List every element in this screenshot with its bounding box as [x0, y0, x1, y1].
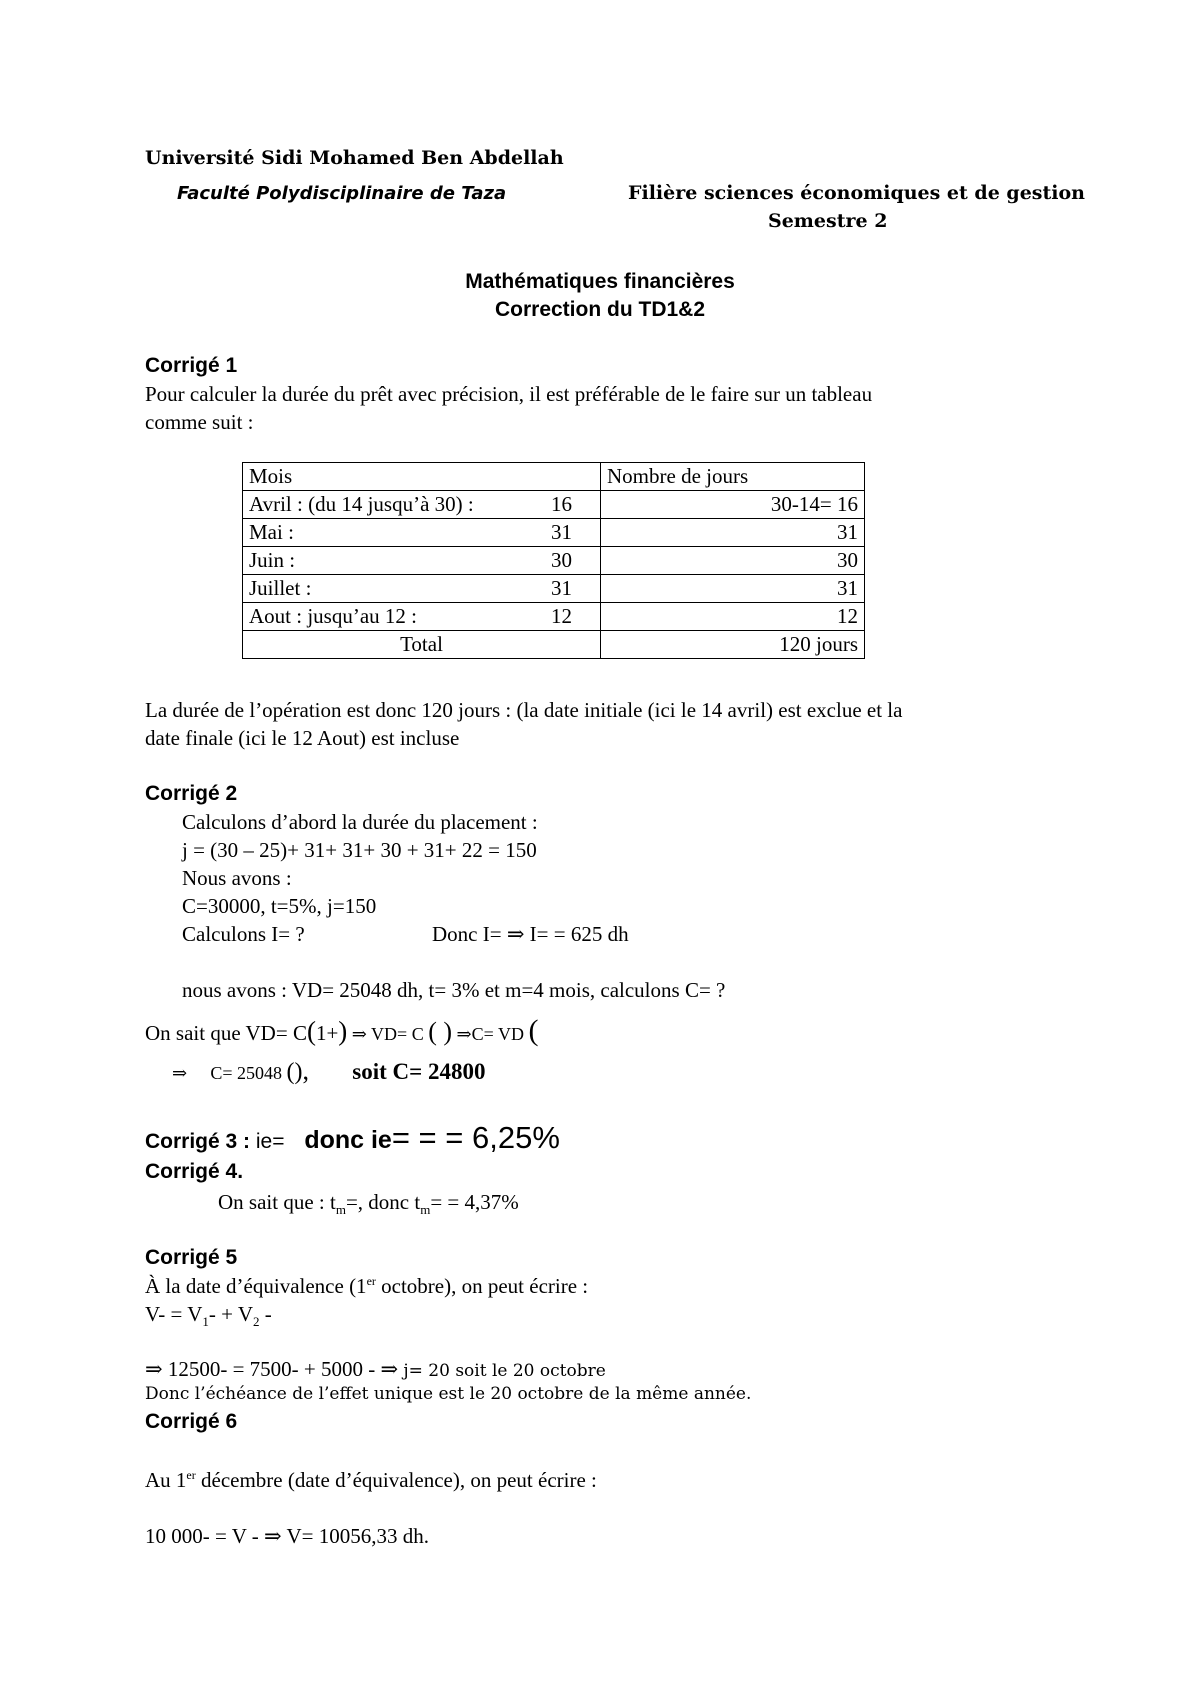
corrige-6-line1: [145, 1468, 597, 1493]
c5-part: À la date d’équivalence (1: [145, 1274, 367, 1298]
row-num: 30: [551, 548, 572, 572]
corrige-2-line2: j = (30 – 25)+ 31+ 31+ 30 + 31+ 22 = 150: [182, 838, 537, 862]
table-row: [243, 603, 865, 631]
l7-part: ⇒ VD= C: [347, 1024, 429, 1044]
corrige-2-line7: [145, 1014, 538, 1048]
row-num: 31: [551, 576, 572, 600]
doc-title: Mathématiques financières: [465, 270, 735, 293]
row-label: Juin :: [249, 548, 296, 572]
l7-part: On sait que VD= C: [145, 1021, 307, 1045]
c4-part: =, donc t: [345, 1190, 421, 1214]
row-days: 12: [601, 603, 865, 631]
corrige-2-line5b: Donc I= ⇒ I= = 625 dh: [432, 922, 629, 946]
table-row: [243, 547, 865, 575]
result-c: soit C= 24800: [352, 1059, 486, 1084]
l7-paren: (: [306, 1016, 316, 1046]
corrige-2-line8: [172, 1056, 485, 1086]
corrige-2-line3: Nous avons :: [182, 866, 292, 890]
doc-subtitle: Correction du TD1&2: [494, 298, 706, 321]
row-label: Avril : (du 14 jusqu’à 30) :: [249, 492, 474, 516]
l7-paren: (: [528, 1014, 539, 1047]
l7-paren: ( ): [428, 1017, 453, 1046]
header-mois: Mois: [243, 463, 601, 491]
c5-sub: 2: [253, 1314, 260, 1330]
corrige-6-line2: 10 000- = V - ⇒ V= 10056,33 dh.: [145, 1524, 429, 1548]
table-total-row: [243, 631, 865, 659]
faculty-name: Faculté Polydisciplinaire de Taza: [177, 183, 507, 204]
c4-part: = = 4,37%: [430, 1190, 519, 1214]
row-days: 30-14= 16: [601, 491, 865, 519]
row-num: 31: [551, 520, 572, 544]
c4-sub: m: [335, 1202, 346, 1218]
corrige-5-line1: [145, 1274, 588, 1299]
c6-part: Au 1: [145, 1468, 187, 1492]
c6-part: décembre (date d’équivalence), on peut écrire :: [195, 1468, 597, 1492]
corrige-3-heading: Corrigé 3 :: [145, 1130, 251, 1153]
corrige-2-line4: C=30000, t=5%, j=150: [182, 894, 377, 918]
c5-part: V- = V: [145, 1302, 203, 1326]
l8-paren: (): [286, 1059, 303, 1085]
row-label: Juillet :: [249, 576, 312, 600]
corrige-2-line6: nous avons : VD= 25048 dh, t= 3% et m=4 mois, calculons C= ?: [182, 978, 726, 1002]
corrige-4-line: [218, 1190, 519, 1218]
c4-part: On sait que : t: [218, 1190, 336, 1214]
corrige-3-line: [145, 1120, 560, 1156]
university-name: Université Sidi Mohamed Ben Abdellah: [145, 147, 564, 169]
c5-result: j= 20 soit le 20 octobre: [403, 1361, 606, 1381]
corrige-1-conclusion-line1: La durée de l’opération est donc 120 jours : (la date initiale (ici le 14 avril) est exclue et la: [145, 698, 903, 722]
corrige-2-line5a: Calculons I= ?: [182, 922, 305, 946]
table-row: [243, 575, 865, 603]
c5-part: -: [259, 1302, 272, 1326]
corrige-1-conclusion-line2: date finale (ici le 12 Aout) est incluse: [145, 726, 460, 750]
l8-comma: ,: [302, 1056, 309, 1085]
corrige-1-intro-line2: comme suit :: [145, 410, 254, 434]
corrige-5-line3: [145, 1357, 606, 1382]
c6-sup: er: [186, 1468, 196, 1482]
c5-part: octobre), on peut écrire :: [375, 1274, 589, 1298]
c5-sup: er: [366, 1274, 376, 1288]
row-num: 12: [551, 604, 572, 628]
c5-part: ⇒ 12500- = 7500- + 5000 - ⇒: [145, 1357, 404, 1381]
corrige-1-heading: Corrigé 1: [145, 354, 238, 377]
c5-part: - + V: [208, 1302, 253, 1326]
corrige-6-heading: Corrigé 6: [145, 1410, 238, 1433]
days-table: [242, 462, 865, 659]
row-days: 31: [601, 519, 865, 547]
l7-part: ⇒C= VD: [452, 1024, 529, 1044]
ie-result: = = = 6,25%: [391, 1120, 560, 1155]
table-row: [243, 491, 865, 519]
corrige-2-heading: Corrigé 2: [145, 782, 238, 805]
row-days: 31: [601, 575, 865, 603]
filiere-name: Filière sciences économiques et de gestion: [628, 182, 1085, 204]
implies-symbol: ⇒: [172, 1063, 188, 1083]
corrige-1-intro-line1: Pour calculer la durée du prêt avec précision, il est préférable de le faire sur un tableau: [145, 382, 873, 406]
donc-ie: donc ie: [304, 1126, 392, 1154]
row-num: 16: [551, 492, 572, 516]
l7-paren: ): [338, 1016, 348, 1046]
l8-part: C= 25048: [210, 1063, 287, 1083]
c5-sub: 1: [202, 1314, 209, 1330]
corrige-2-line1: Calculons d’abord la durée du placement :: [182, 810, 538, 834]
total-label: Total: [243, 631, 601, 659]
row-label: Aout : jusqu’au 12 :: [249, 604, 417, 628]
corrige-5-line2: [145, 1302, 272, 1330]
corrige-4-heading: Corrigé 4.: [145, 1160, 244, 1183]
l7-part: 1+: [315, 1021, 339, 1045]
row-label: Mai :: [249, 520, 294, 544]
corrige-5-heading: Corrigé 5: [145, 1246, 238, 1269]
row-days: 30: [601, 547, 865, 575]
c4-sub: m: [420, 1202, 431, 1218]
total-value: 120 jours: [601, 631, 865, 659]
header-nombre-jours: Nombre de jours: [601, 463, 865, 491]
semestre: Semestre 2: [768, 210, 888, 232]
table-row: [243, 519, 865, 547]
ie-label: ie=: [250, 1130, 285, 1153]
corrige-5-line4: Donc l’échéance de l’effet unique est le 20 octobre de la même année.: [145, 1384, 752, 1404]
table-header-row: [243, 463, 865, 491]
